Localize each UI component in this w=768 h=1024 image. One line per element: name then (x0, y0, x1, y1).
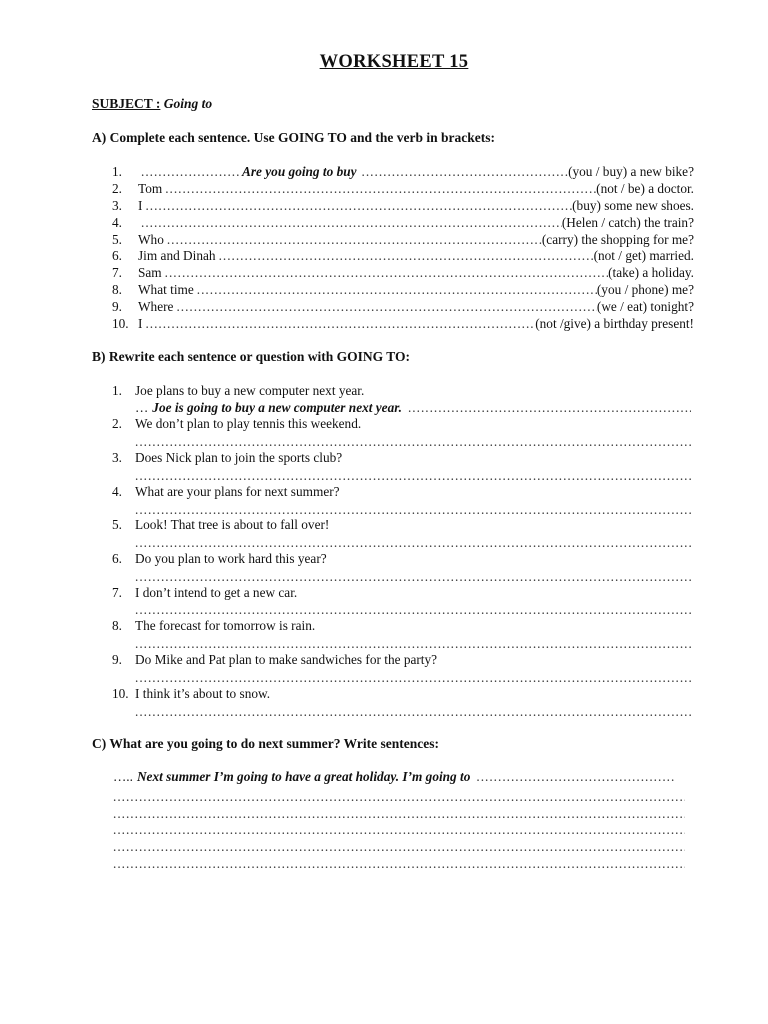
sentence-start: Where (138, 299, 174, 314)
item-number: 2. (112, 181, 122, 196)
exercise-a-row (112, 282, 694, 299)
item-number: 9. (112, 299, 122, 314)
example-answer: Are you going to buy (242, 164, 357, 179)
verb-hint: (you / phone) me? (596, 282, 694, 297)
answer-line[interactable] (135, 434, 691, 448)
subject-label: SUBJECT : (92, 96, 161, 111)
exercise-a-row (112, 215, 694, 232)
verb-hint: (Helen / catch) the train? (561, 215, 694, 230)
sentence-start: Who (138, 232, 164, 247)
writing-line[interactable] (113, 856, 685, 870)
answer-blank[interactable] (142, 198, 572, 214)
writing-line[interactable] (113, 789, 685, 803)
item-number: 1. (112, 383, 122, 398)
prompt-sentence: The forecast for tomorrow is rain. (135, 618, 316, 633)
answer-blank[interactable] (138, 164, 240, 180)
answer-blank[interactable] (194, 282, 597, 298)
answer-line[interactable] (135, 468, 691, 482)
item-number: 8. (112, 282, 122, 297)
answer-blank[interactable] (164, 232, 542, 248)
verb-hint: (not / be) a doctor. (596, 181, 694, 196)
exercise-a-row (112, 248, 694, 265)
section-c-heading: C) What are you going to do next summer? Write sentences: (92, 736, 439, 751)
item-number: 4. (112, 484, 122, 499)
item-number: 5. (112, 517, 122, 532)
exercise-b-item (112, 585, 694, 602)
verb-hint: (you / buy) a new bike? (568, 164, 694, 179)
item-number: 3. (112, 198, 122, 213)
section-a-heading: A) Complete each sentence. Use GOING TO and the verb in brackets: (92, 130, 495, 145)
sentence-start: I (138, 316, 143, 331)
example-answer: Joe is going to buy a new computer next year. (152, 400, 402, 415)
example-answer-line (113, 769, 675, 786)
exercise-b-item (112, 686, 694, 703)
answer-blank[interactable] (216, 248, 594, 264)
answer-blank[interactable] (359, 164, 569, 180)
writing-line[interactable] (113, 839, 685, 853)
writing-line[interactable] (113, 822, 685, 836)
exercise-a-row (112, 299, 694, 316)
verb-hint: (not / get) married. (593, 248, 694, 263)
prompt-sentence: Look! That tree is about to fall over! (135, 517, 330, 532)
exercise-a-row (112, 198, 694, 215)
item-number: 6. (112, 248, 122, 263)
sentence-start: Sam (138, 265, 162, 280)
sentence-start: What time (138, 282, 194, 297)
item-number: 3. (112, 450, 122, 465)
prompt-sentence: What are your plans for next summer? (135, 484, 340, 499)
prompt-sentence: Does Nick plan to join the sports club? (135, 450, 343, 465)
answer-blank[interactable] (142, 316, 535, 332)
answer-line[interactable] (135, 704, 691, 718)
item-number: 4. (112, 215, 122, 230)
sentence-start: Tom (138, 181, 163, 196)
verb-hint: (not /give) a birthday present! (535, 316, 694, 331)
answer-line[interactable] (135, 502, 691, 516)
exercise-a-row (112, 181, 694, 198)
answer-line[interactable] (135, 602, 691, 616)
item-number: 6. (112, 551, 122, 566)
answer-blank[interactable] (470, 769, 675, 785)
answer-blank[interactable] (402, 400, 691, 416)
exercise-a-row (112, 265, 694, 282)
example-answer: Next summer I’m going to have a great holiday. I’m going to (136, 769, 471, 784)
sentence-start: I (138, 198, 143, 213)
prompt-sentence: Do you plan to work hard this year? (135, 551, 327, 566)
item-number: 8. (112, 618, 122, 633)
prompt-sentence: We don’t plan to play tennis this weekend. (135, 416, 362, 431)
exercise-b-item (112, 652, 694, 669)
answer-line[interactable] (135, 670, 691, 684)
exercise-a-row (112, 316, 694, 333)
item-number: 2. (112, 416, 122, 431)
item-number: 7. (112, 585, 122, 600)
answer-line[interactable] (135, 535, 691, 549)
writing-line[interactable] (113, 806, 685, 820)
item-number: 7. (112, 265, 122, 280)
subject-value: Going to (163, 96, 213, 111)
exercise-b-item (112, 416, 694, 433)
item-number: 1. (112, 164, 122, 179)
verb-hint: (take) a holiday. (608, 265, 694, 280)
subject-line (92, 96, 212, 112)
answer-line[interactable] (135, 569, 691, 583)
exercise-b-item (112, 383, 694, 400)
exercise-a-row (112, 164, 694, 181)
answer-blank[interactable] (162, 265, 608, 281)
exercise-b-item (112, 450, 694, 467)
answer-blank[interactable] (173, 299, 596, 315)
answer-blank[interactable] (162, 181, 596, 197)
item-number: 10. (112, 686, 129, 701)
prompt-sentence: I don’t intend to get a new car. (135, 585, 298, 600)
prompt-sentence: Do Mike and Pat plan to make sandwiches for the party? (135, 652, 438, 667)
example-answer-line (135, 400, 691, 417)
answer-blank[interactable] (138, 215, 562, 231)
exercise-b-item (112, 618, 694, 635)
worksheet-title: WORKSHEET 15 (319, 52, 469, 72)
item-number: 9. (112, 652, 122, 667)
prompt-sentence: Joe plans to buy a new computer next year. (135, 383, 365, 398)
exercise-b-item (112, 484, 694, 501)
item-number: 10. (112, 316, 129, 331)
item-number: 5. (112, 232, 122, 247)
verb-hint: (carry) the shopping for me? (541, 232, 694, 247)
prompt-sentence: I think it’s about to snow. (135, 686, 271, 701)
exercise-a-row (112, 232, 694, 249)
answer-line[interactable] (135, 636, 691, 650)
answer-lead: ….. (113, 769, 133, 784)
exercise-b-item (112, 551, 694, 568)
verb-hint: (we / eat) tonight? (596, 299, 694, 314)
exercise-b-item (112, 517, 694, 534)
answer-lead: … (135, 400, 149, 415)
sentence-start: Jim and Dinah (138, 248, 216, 263)
section-b-heading: B) Rewrite each sentence or question with GOING TO: (92, 349, 410, 364)
verb-hint: (buy) some new shoes. (572, 198, 694, 213)
